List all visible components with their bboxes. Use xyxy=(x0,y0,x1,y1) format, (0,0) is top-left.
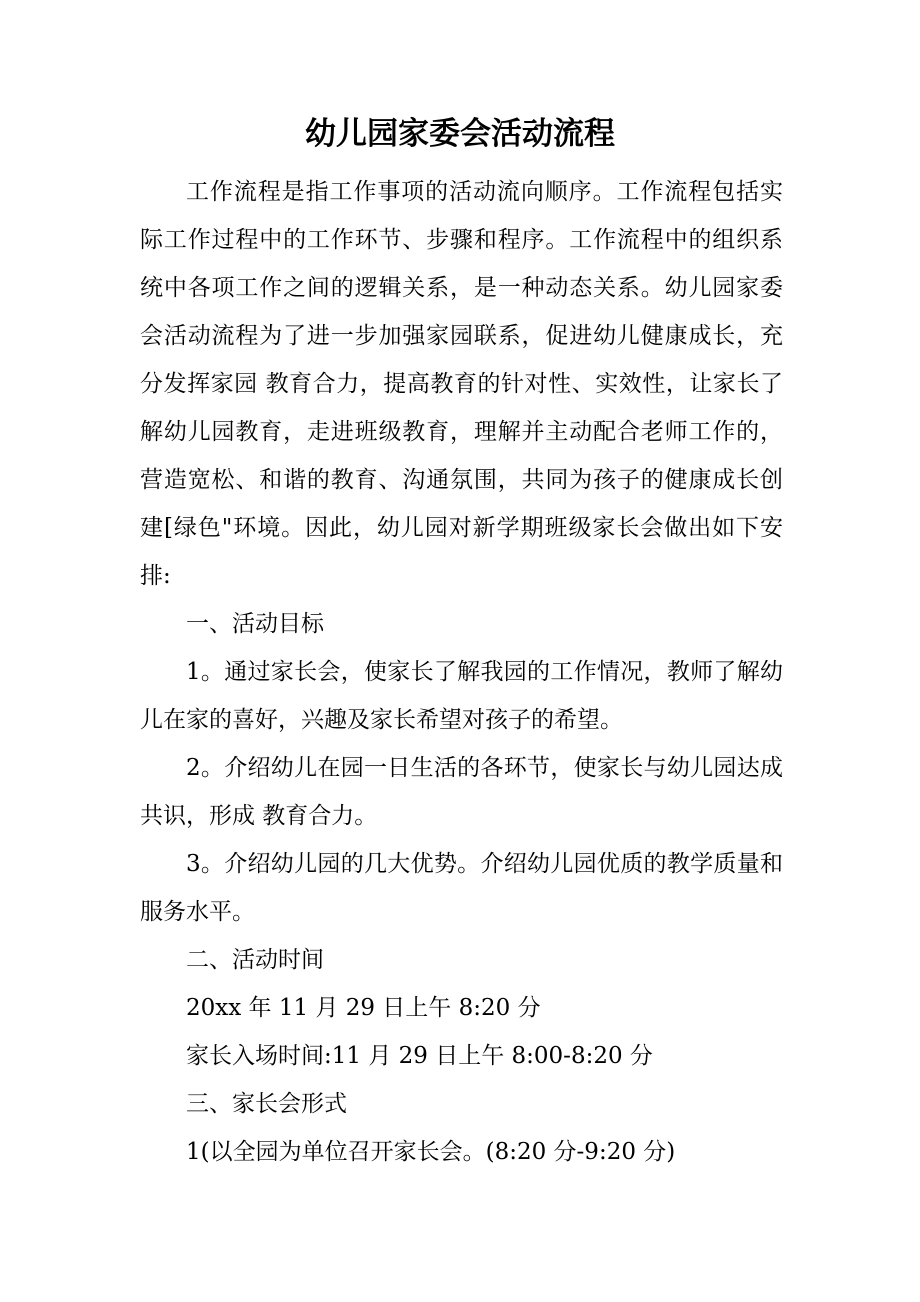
intro-paragraph: 工作流程是指工作事项的活动流向顺序。工作流程包括实际工作过程中的工作环节、步骤和程序。工作流程中的组织系统中各项工作之间的逻辑关系，是一种动态关系。幼儿园家委会活动流程为了进一步加强家园联系，促进幼儿健康成长，充分发挥家园 教育合力，提高教育的针对性、实效性，让家长了解幼儿园教育，走进班级教育，理解并主动配合老师工作的，营造宽松、和谐的教育、沟通氛围，共同为孩子的健康成长创建[绿色"环境。因此，幼儿园对新学期班级家长会做出如下安排: xyxy=(140,179,783,589)
section-heading-format: 三、家长会形式 xyxy=(186,1091,347,1117)
format-item-1: 1(以全园为单位召开家长会。(8:20 分-9:20 分) xyxy=(186,1139,676,1165)
activity-time: 20xx 年 11 月 29 日上午 8:20 分 xyxy=(186,995,541,1021)
parent-entry-time: 家长入场时间:11 月 29 日上午 8:00-8:20 分 xyxy=(186,1043,653,1069)
document-body xyxy=(140,168,783,1176)
goal-item-2: 2。介绍幼儿在园一日生活的各环节，使家长与幼儿园达成共识，形成 教育合力。 xyxy=(140,755,783,829)
section-heading-time: 二、活动时间 xyxy=(186,947,324,973)
goal-item-3: 3。介绍幼儿园的几大优势。介绍幼儿园优质的教学质量和服务水平。 xyxy=(140,851,783,925)
document-title: 幼儿园家委会活动流程 xyxy=(305,116,615,152)
goal-item-1: 1。通过家长会，使家长了解我园的工作情况，教师了解幼儿在家的喜好，兴趣及家长希望对孩子的希望。 xyxy=(140,659,783,733)
section-heading-goals: 一、活动目标 xyxy=(186,611,324,637)
